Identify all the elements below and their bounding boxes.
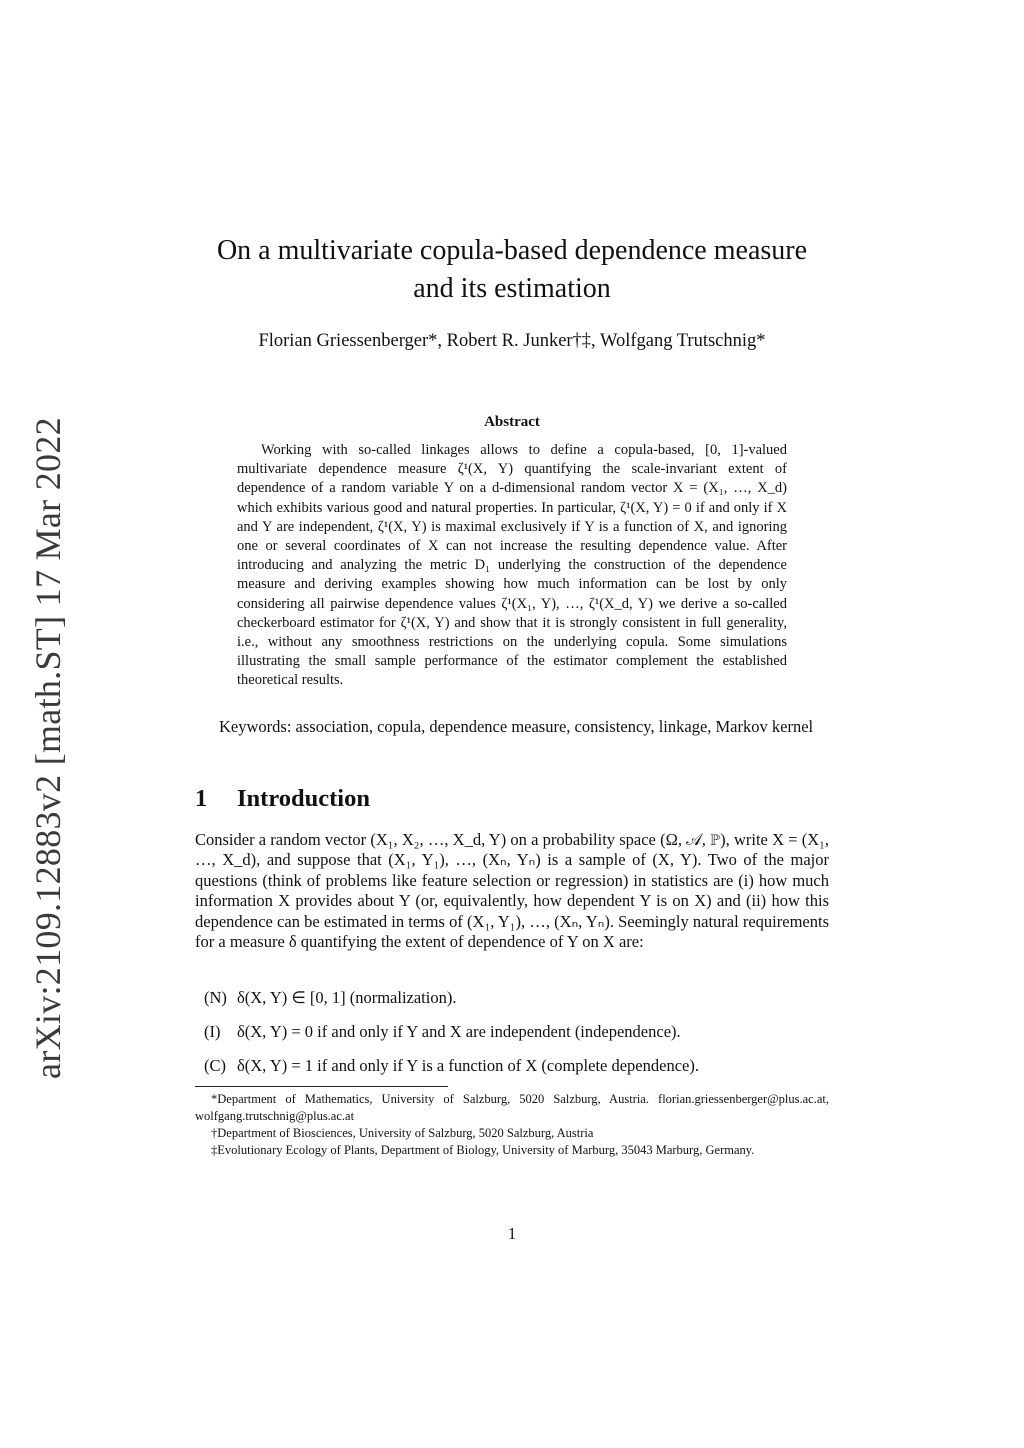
requirement-label: (N) — [204, 988, 227, 1007]
requirement-normalization — [204, 988, 456, 1008]
requirement-label: (I) — [204, 1022, 221, 1041]
section-heading — [195, 785, 370, 813]
footnote-rule — [195, 1086, 448, 1087]
requirement-label: (C) — [204, 1056, 226, 1075]
footnote-affiliation-3: ‡Evolutionary Ecology of Plants, Department of Biology, University of Marburg, 35043 Marburg, Germany. — [211, 1143, 755, 1157]
requirement-text: δ(X, Y) ∈ [0, 1] (normalization). — [237, 988, 457, 1007]
title-line-2: and its estimation — [413, 273, 611, 304]
footnote-affiliation-1: *Department of Mathematics, University of Salzburg, 5020 Salzburg, Austria. florian.griessenberger@plus.ac.at, wolfgang.trutschnig@plus.ac.at — [195, 1092, 829, 1123]
requirement-independence — [204, 1022, 681, 1042]
keywords: Keywords: association, copula, dependence measure, consistency, linkage, Markov kernel — [219, 717, 814, 736]
intro-paragraph: Consider a random vector (X₁, X₂, …, X_d, Y) on a probability space (Ω, 𝒜, ℙ), write X = (X₁, …, X_d), and suppose that (X₁, Y₁), …, (Xₙ, Yₙ) is a sample of (X, Y). Two of the major questions (think of problems like feature selection or regression) in statistics are (i) how much information X provides about Y (or, equivalently, how dependent Y is on X) and (ii) how this dependence can be estimated in terms of (X₁, Y₁), …, (Xₙ, Yₙ). Seemingly natural requirements for a measure δ quantifying the extent of dependence of Y on X are: — [195, 830, 829, 952]
paper-title — [195, 232, 829, 308]
abstract-text: Working with so-called linkages allows to define a copula-based, [0, 1]-valued multivariate dependence measure ζ¹(X, Y) quantifying the scale-invariant extent of dependence of a random variable Y on a d-dimensional random vector X = (X₁, …, X_d) which exhibits various good and natural properties. In particular, ζ¹(X, Y) = 0 if and only if X and Y are independent, ζ¹(X, Y) is maximal exclusively if Y is a function of X, and ignoring one or several coordinates of X can not increase the resulting dependence value. After introducing and analyzing the metric D₁ underlying the construction of the dependence measure and deriving examples showing how much information can be lost by only considering all pairwise dependence values ζ¹(X₁, Y), …, ζ¹(X_d, Y) we derive a so-called checkerboard estimator for ζ¹(X, Y) and show that it is strongly consistent in full generality, i.e., without any smoothness restrictions on the underlying copula. Some simulations illustrating the small sample performance of the estimator complement the established theoretical results. — [237, 442, 787, 689]
author-list: Florian Griessenberger*, Robert R. Junker†‡, Wolfgang Trutschnig* — [258, 331, 766, 351]
requirement-text: δ(X, Y) = 1 if and only if Y is a function of X (complete dependence). — [237, 1056, 699, 1075]
abstract-heading: Abstract — [484, 414, 540, 430]
requirement-text: δ(X, Y) = 0 if and only if Y and X are independent (independence). — [237, 1022, 681, 1041]
footnote-affiliation-2: †Department of Biosciences, University of Salzburg, 5020 Salzburg, Austria — [211, 1126, 594, 1140]
arxiv-identifier: arXiv:2109.12883v2 [math.ST] 17 Mar 2022 — [28, 417, 68, 1079]
page-number: 1 — [507, 1224, 517, 1243]
requirement-complete-dependence — [204, 1056, 699, 1076]
section-number: 1 — [195, 785, 208, 812]
title-line-1: On a multivariate copula-based dependence measure — [216, 235, 808, 266]
section-title: Introduction — [237, 785, 370, 812]
